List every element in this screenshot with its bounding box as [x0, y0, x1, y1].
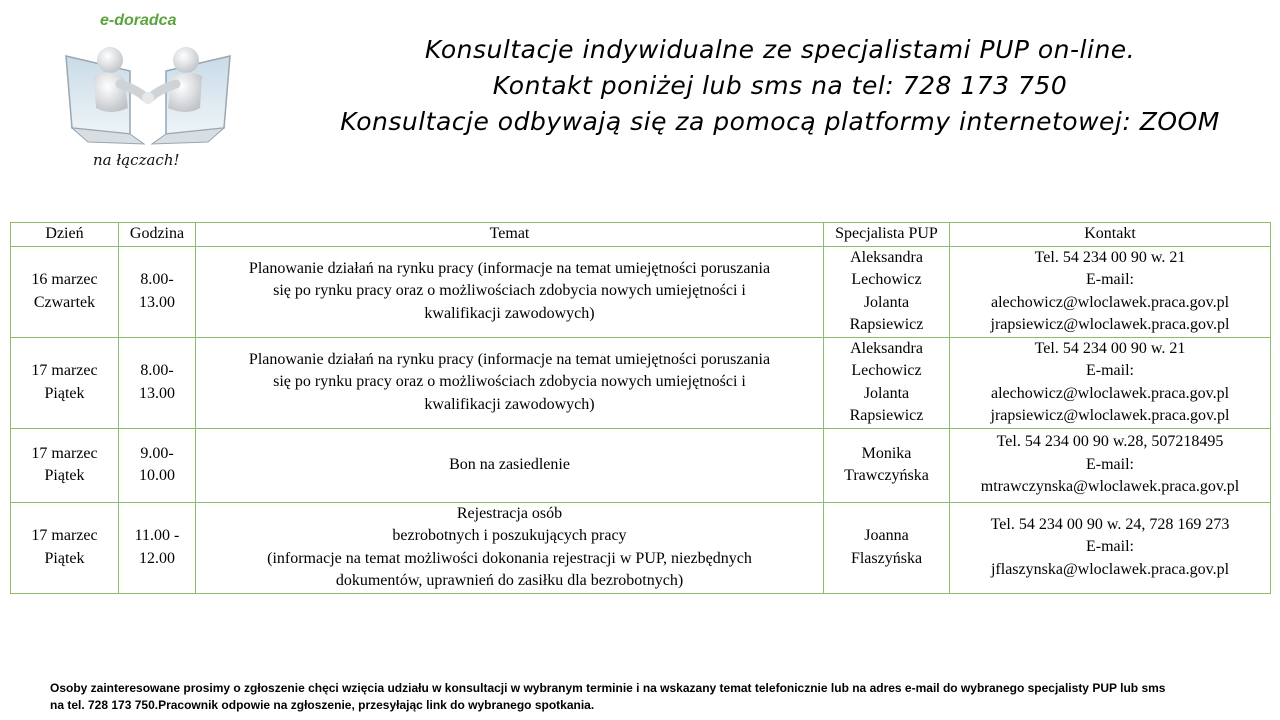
cell-line: E-mail: [1086, 455, 1134, 473]
cell-line: mtrawczynska@wloclawek.praca.gov.pl [980, 478, 1240, 496]
header-hour: Godzina [119, 223, 196, 247]
cell-line: E-mail: [1086, 271, 1134, 288]
cell-line: kwalifikacji zawodowych) [424, 395, 595, 413]
cell-line: dokumentów, uprawnień do zasiłku dla bezrobotnych) [335, 572, 684, 589]
table-row [11, 246, 1271, 337]
cell-line: jflaszynska@wloclawek.praca.gov.pl [990, 560, 1230, 578]
cell-line: E-mail: [1086, 362, 1134, 379]
footnote-line: Osoby zainteresowane prosimy o zgłoszenie chęci wzięcia udziału w konsultacji w wybranym terminie i na wskazany temat telefonicznie lub na adres e-mail do wybranego specjalisty PUP lub sms [50, 681, 1166, 695]
cell-line: 17 marzec [31, 527, 98, 544]
header-day: Dzień [11, 223, 119, 247]
header-contact: Kontakt [950, 223, 1271, 247]
consultation-schedule-table [10, 222, 1271, 594]
logo-brand-text: e-doradca [100, 12, 177, 29]
cell-specialist [824, 337, 950, 428]
cell-line: 12.00 [139, 549, 175, 567]
cell-line: Planowanie działań na rynku pracy (informacje na temat umiejętności poruszania [248, 350, 771, 368]
cell-day [11, 246, 119, 337]
cell-line: Joanna [864, 527, 909, 544]
cell-line: 13.00 [139, 293, 175, 311]
cell-line: Rapsiewicz [849, 407, 924, 424]
cell-line: Piątek [44, 549, 85, 567]
cell-hours [119, 428, 196, 502]
headline-line: Konsultacje odbywają się za pomocą platformy internetowej: ZOOM [340, 107, 1220, 136]
cell-line: 11.00 - [134, 527, 180, 544]
cell-day [11, 428, 119, 502]
cell-line: jrapsiewicz@wloclawek.praca.gov.pl [990, 407, 1230, 424]
cell-line: alechowicz@wloclawek.praca.gov.pl [990, 293, 1230, 311]
headline [280, 32, 1280, 140]
cell-line: Planowanie działań na rynku pracy (informacje na temat umiejętności poruszania [248, 259, 771, 277]
cell-line: Bon na zasiedlenie [449, 455, 570, 473]
cell-line: 8.00- [140, 271, 174, 288]
cell-line: 16 marzec [31, 271, 98, 288]
cell-topic [196, 502, 824, 593]
cell-contact [950, 502, 1271, 593]
cell-contact [950, 428, 1271, 502]
cell-line: Tel. 54 234 00 90 w. 24, 728 169 273 [990, 515, 1230, 533]
cell-contact [950, 337, 1271, 428]
cell-line: 17 marzec [31, 444, 98, 462]
cell-line: 13.00 [139, 384, 175, 402]
cell-line: 10.00 [139, 467, 175, 484]
cell-hours [119, 337, 196, 428]
cell-specialist [824, 428, 950, 502]
header-topic: Temat [196, 223, 824, 247]
cell-line: Piątek [44, 467, 85, 484]
table-header-row [11, 223, 1271, 247]
table-row [11, 428, 1271, 502]
cell-line: Tel. 54 234 00 90 w. 21 [1034, 248, 1186, 266]
cell-line: Rejestracja osób [456, 504, 563, 522]
cell-line: 17 marzec [31, 362, 98, 379]
cell-line: się po rynku pracy oraz o możliwościach zdobycia nowych umiejętności i [273, 282, 746, 300]
cell-contact [950, 246, 1271, 337]
cell-hours [119, 502, 196, 593]
cell-line: (informacje na temat możliwości dokonania rejestracji w PUP, niezbędnych [267, 549, 752, 567]
table-row [11, 337, 1271, 428]
cell-line: Aleksandra [850, 339, 923, 357]
cell-day [11, 502, 119, 593]
cell-line: Tel. 54 234 00 90 w.28, 507218495 [996, 433, 1224, 451]
cell-specialist [824, 246, 950, 337]
cell-specialist [824, 502, 950, 593]
header-specialist: Specjalista PUP [824, 223, 950, 247]
cell-line: Lechowicz [851, 271, 922, 288]
cell-line: Rapsiewicz [849, 316, 924, 333]
logo-tagline: na łączach! [93, 151, 180, 169]
cell-topic [196, 428, 824, 502]
cell-topic [196, 246, 824, 337]
cell-line: 8.00- [140, 362, 174, 379]
cell-line: Flaszyńska [850, 549, 923, 567]
e-doradca-logo [58, 8, 238, 173]
cell-line: Piątek [44, 384, 85, 402]
cell-line: jrapsiewicz@wloclawek.praca.gov.pl [990, 316, 1230, 333]
headline-line: Kontakt poniżej lub sms na tel: 728 173 750 [492, 71, 1068, 100]
cell-line: alechowicz@wloclawek.praca.gov.pl [990, 384, 1230, 402]
cell-line: 9.00- [140, 444, 174, 462]
cell-line: Jolanta [863, 293, 910, 311]
footnote [50, 680, 1270, 714]
cell-line: Monika [861, 444, 912, 462]
handshake-laptops-icon [58, 36, 238, 151]
cell-hours [119, 246, 196, 337]
cell-line: kwalifikacji zawodowych) [424, 304, 595, 322]
cell-line: się po rynku pracy oraz o możliwościach zdobycia nowych umiejętności i [273, 373, 746, 391]
headline-line: Konsultacje indywidualne ze specjalistami PUP on-line. [424, 35, 1136, 64]
cell-line: Aleksandra [850, 248, 923, 266]
cell-line: Jolanta [863, 384, 910, 402]
cell-line: Tel. 54 234 00 90 w. 21 [1034, 339, 1186, 357]
footnote-line: na tel. 728 173 750.Pracownik odpowie na zgłoszenie, przesyłając link do wybranego spotkania. [50, 698, 595, 712]
cell-line: Trawczyńska [844, 467, 929, 484]
table-row [11, 502, 1271, 593]
cell-line: Czwartek [33, 293, 96, 311]
cell-day [11, 337, 119, 428]
cell-line: E-mail: [1086, 538, 1134, 556]
cell-line: bezrobotnych i poszukujących pracy [392, 527, 627, 544]
cell-topic [196, 337, 824, 428]
cell-line: Lechowicz [851, 362, 922, 379]
